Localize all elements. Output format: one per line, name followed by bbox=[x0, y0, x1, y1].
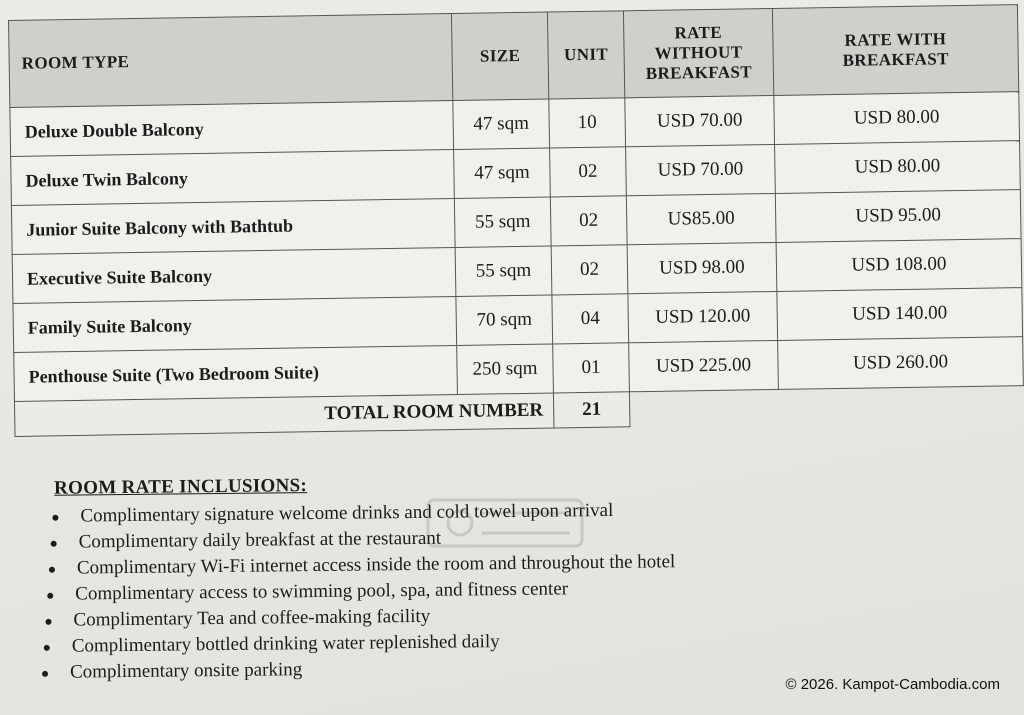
bullet-icon bbox=[44, 645, 50, 651]
total-row-blank bbox=[629, 386, 1024, 427]
size-cell: 55 sqm bbox=[454, 197, 551, 248]
rate-with-cell: USD 80.00 bbox=[774, 92, 1020, 145]
room-type-cell: Family Suite Balcony bbox=[13, 296, 457, 352]
room-type-cell: Deluxe Double Balcony bbox=[10, 101, 454, 157]
unit-cell: 02 bbox=[551, 245, 628, 295]
unit-cell: 04 bbox=[552, 294, 629, 344]
bullet-icon bbox=[51, 541, 57, 547]
header-rate-with-line1: RATE WITH bbox=[844, 29, 947, 50]
header-rate-without-line2: WITHOUT bbox=[654, 42, 743, 63]
inclusion-text: Complimentary access to swimming pool, spa, and fitness center bbox=[75, 578, 569, 605]
room-type-cell: Executive Suite Balcony bbox=[12, 248, 456, 304]
rate-without-cell: USD 98.00 bbox=[627, 242, 777, 293]
header-rate-without-line3: BREAKFAST bbox=[645, 62, 753, 83]
size-cell: 250 sqm bbox=[457, 344, 554, 395]
rate-with-cell: USD 108.00 bbox=[776, 239, 1022, 292]
rate-without-cell: USD 225.00 bbox=[629, 340, 779, 391]
room-type-cell: Penthouse Suite (Two Bedroom Suite) bbox=[14, 345, 458, 401]
inclusion-text: Complimentary bottled drinking water replenished daily bbox=[71, 631, 500, 657]
rate-without-cell: USD 70.00 bbox=[625, 95, 775, 146]
copyright-notice: © 2026. Kampot-Cambodia.com bbox=[785, 676, 1000, 693]
size-cell: 47 sqm bbox=[454, 148, 551, 199]
total-label: TOTAL ROOM NUMBER bbox=[14, 393, 553, 436]
bullet-icon bbox=[42, 671, 48, 677]
table-header-row bbox=[9, 5, 1019, 108]
size-cell: 55 sqm bbox=[455, 246, 552, 297]
rate-with-cell: USD 80.00 bbox=[775, 141, 1021, 194]
room-rate-inclusions bbox=[30, 471, 676, 686]
rate-with-cell: USD 260.00 bbox=[778, 337, 1024, 390]
unit-cell: 10 bbox=[549, 98, 626, 148]
size-cell: 47 sqm bbox=[453, 99, 550, 150]
bullet-icon bbox=[45, 619, 51, 625]
inclusion-text: Complimentary signature welcome drinks and cold towel upon arrival bbox=[80, 499, 614, 527]
bullet-icon bbox=[47, 593, 53, 599]
header-rate-without-line1: RATE bbox=[674, 22, 723, 43]
header-size: SIZE bbox=[451, 12, 548, 100]
rate-without-cell: USD 70.00 bbox=[626, 144, 776, 195]
room-type-cell: Deluxe Twin Balcony bbox=[11, 150, 455, 206]
inclusions-title: ROOM RATE INCLUSIONS: bbox=[53, 475, 308, 499]
room-rate-table bbox=[8, 4, 1024, 437]
unit-cell: 02 bbox=[550, 196, 627, 246]
rate-with-cell: USD 95.00 bbox=[775, 190, 1021, 243]
size-cell: 70 sqm bbox=[456, 295, 553, 346]
inclusion-text: Complimentary onsite parking bbox=[69, 659, 303, 683]
header-unit: UNIT bbox=[547, 11, 624, 99]
header-rate-without-breakfast bbox=[623, 8, 773, 97]
header-rate-with-breakfast bbox=[772, 5, 1018, 96]
bullet-icon bbox=[52, 515, 58, 521]
inclusion-text: Complimentary daily breakfast at the restaurant bbox=[78, 527, 442, 553]
inclusions-list bbox=[30, 497, 676, 686]
inclusion-text: Complimentary Tea and coffee-making facility bbox=[73, 605, 431, 631]
unit-cell: 01 bbox=[553, 343, 630, 393]
inclusion-text: Complimentary Wi-Fi internet access inside the room and throughout the hotel bbox=[76, 551, 676, 579]
header-rate-with-line2: BREAKFAST bbox=[842, 49, 949, 70]
rate-without-cell: USD 120.00 bbox=[628, 291, 778, 342]
total-value: 21 bbox=[553, 392, 630, 428]
header-room-type: ROOM TYPE bbox=[9, 14, 453, 108]
unit-cell: 02 bbox=[550, 147, 627, 197]
rate-without-cell: US85.00 bbox=[626, 193, 776, 244]
list-item bbox=[20, 653, 677, 686]
room-type-cell: Junior Suite Balcony with Bathtub bbox=[11, 199, 455, 255]
bullet-icon bbox=[49, 567, 55, 573]
rate-with-cell: USD 140.00 bbox=[777, 288, 1023, 341]
